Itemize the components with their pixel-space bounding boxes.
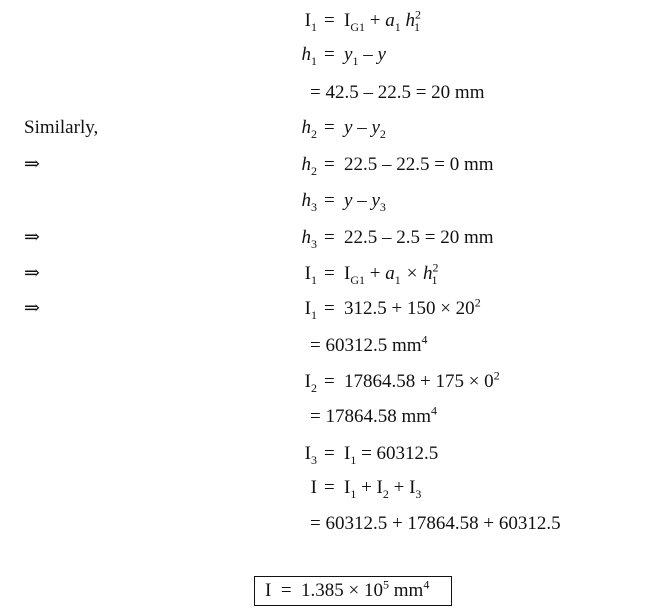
equation-row-4: Similarly, $h_2$ = y – $y_2$ — [24, 117, 386, 141]
implies-arrow: ⇒ — [24, 298, 40, 319]
equation-row-1: $I_1$ = $I_{G1} + a_1$ $h^2_1$ — [304, 7, 421, 34]
implies-arrow: ⇒ — [24, 154, 40, 175]
similarly-label: Similarly, — [24, 117, 99, 138]
equation-row-10: = 60312.5 $mm^4$ — [310, 332, 428, 356]
equation-row-3: = 42.5 – 22.5 = 20 mm — [310, 82, 485, 103]
equation-row-11: $I_2$ = $17864.58 + 175 \times 0^2$ — [304, 368, 500, 395]
equation-row-8: ⇒ $I_1$ = $I_{G1} + a_1 \times h^2_1$ — [24, 260, 439, 287]
equation-row-9: ⇒ $I_1$ = $312.5 + 150 \times 20^2$ — [24, 295, 481, 322]
final-result-box: $I = 1.385 \times 10^5$ $mm^4$ — [254, 576, 452, 606]
equation-row-13: $I_3$ = $I_1 = 60312.5$ — [304, 443, 439, 467]
implies-arrow: ⇒ — [24, 263, 40, 284]
equation-row-2: $h_1$ = $y_1$ – y — [301, 44, 386, 68]
equation-row-6: $h_3$ = y – $y_3$ — [301, 190, 386, 214]
equation-row-7: ⇒ $h_3$ = 22.5 – 2.5 = 20 mm — [24, 227, 494, 251]
equation-row-12: = 17864.58 $mm^4$ — [310, 403, 438, 427]
equation-row-14: I = $I_1 + I_2 + I_3$ — [310, 477, 422, 501]
equation-row-5: ⇒ $h_2$ = 22.5 – 22.5 = 0 mm — [24, 154, 494, 178]
equation-row-15: = 60312.5 + 17864.58 + 60312.5 — [310, 513, 561, 534]
implies-arrow: ⇒ — [24, 227, 40, 248]
